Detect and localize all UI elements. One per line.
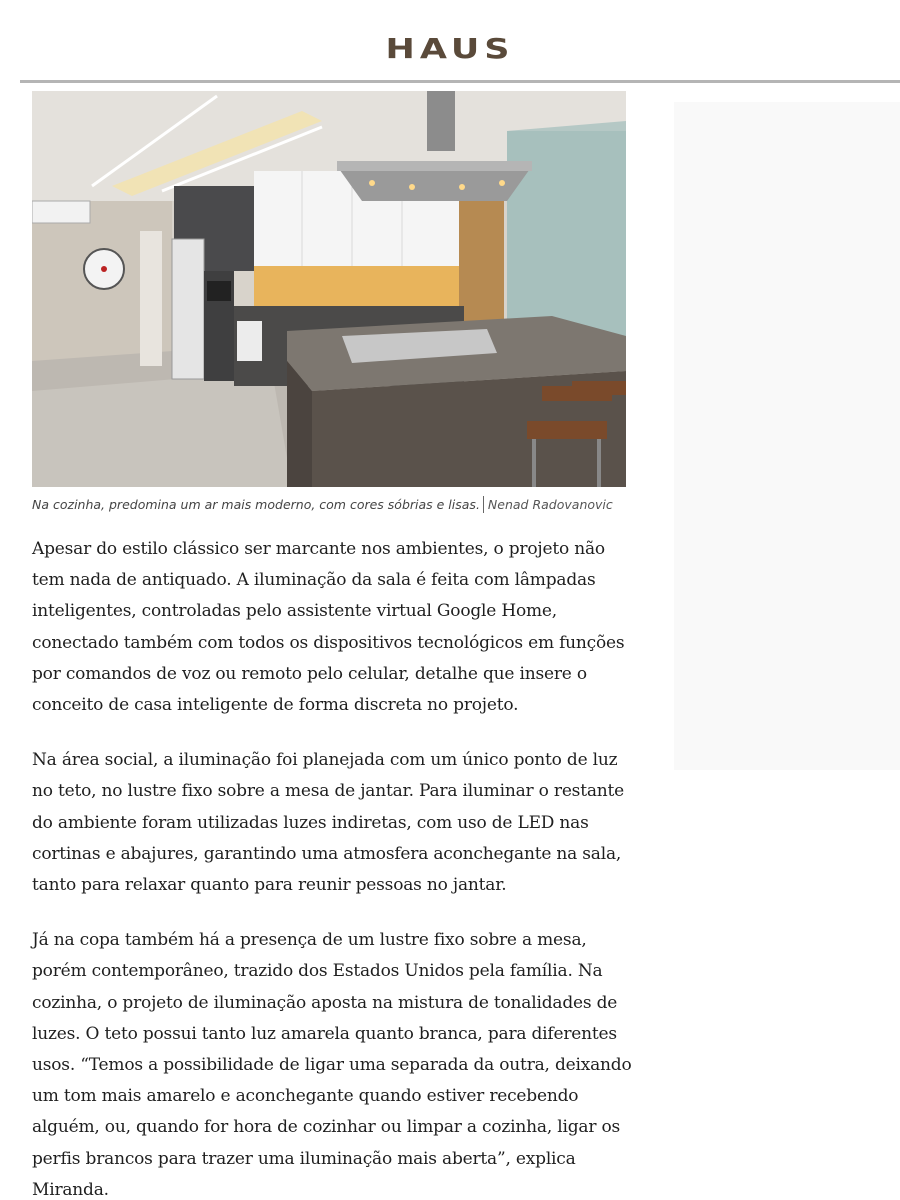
caption-text: Na cozinha, predomina um ar mais moderno, com cores sóbrias e lisas. — [32, 497, 480, 512]
sidebar-ad-slot — [674, 102, 900, 770]
photo-credit: Nenad Radovanovic — [487, 497, 613, 512]
site-header — [0, 0, 900, 80]
article-paragraph: Já na copa também há a presença de um lustre fixo sobre a mesa, porém contemporâneo, trazido dos Estados Unidos pela família. Na cozinha, o projeto de iluminação aposta na mistura de tonalidades de luzes. O teto possui tanto luz amarela quanto branca, para diferentes usos. “Temos a possibilidade de ligar uma separada da outra, deixando um tom mais amarelo e aconchegante quando estiver recebendo alguém, ou, quando for hora de cozinhar ou limpar a cozinha, ligar os perfis brancos para trazer uma iluminação mais aberta”, explica Miranda. — [32, 930, 632, 1200]
caption-separator — [483, 496, 484, 513]
article-body — [32, 534, 632, 1200]
article-paragraph: Apesar do estilo clássico ser marcante nos ambientes, o projeto não tem nada de antiquado. A iluminação da sala é feita com lâmpadas inteligentes, controladas pelo assistente virtual Google Home, conectado também com todos os dispositivos tecnológicos em funções por comandos de voz ou remoto pelo celular, detalhe que insere o conceito de casa inteligente de forma discreta no projeto. — [32, 539, 625, 716]
kitchen-photo — [32, 91, 626, 487]
header-divider — [20, 80, 900, 83]
image-caption — [32, 496, 632, 513]
haus-logo[interactable]: HAUS — [385, 32, 515, 65]
article-paragraph: Na área social, a iluminação foi planejada com um único ponto de luz no teto, no lustre fixo sobre a mesa de jantar. Para iluminar o restante do ambiente foram utilizadas luzes indiretas, com uso de LED nas cortinas e abajures, garantindo uma atmosfera aconchegante na sala, tanto para relaxar quanto para reunir pessoas no jantar. — [32, 750, 625, 896]
hero-image-kitchen — [32, 91, 626, 487]
